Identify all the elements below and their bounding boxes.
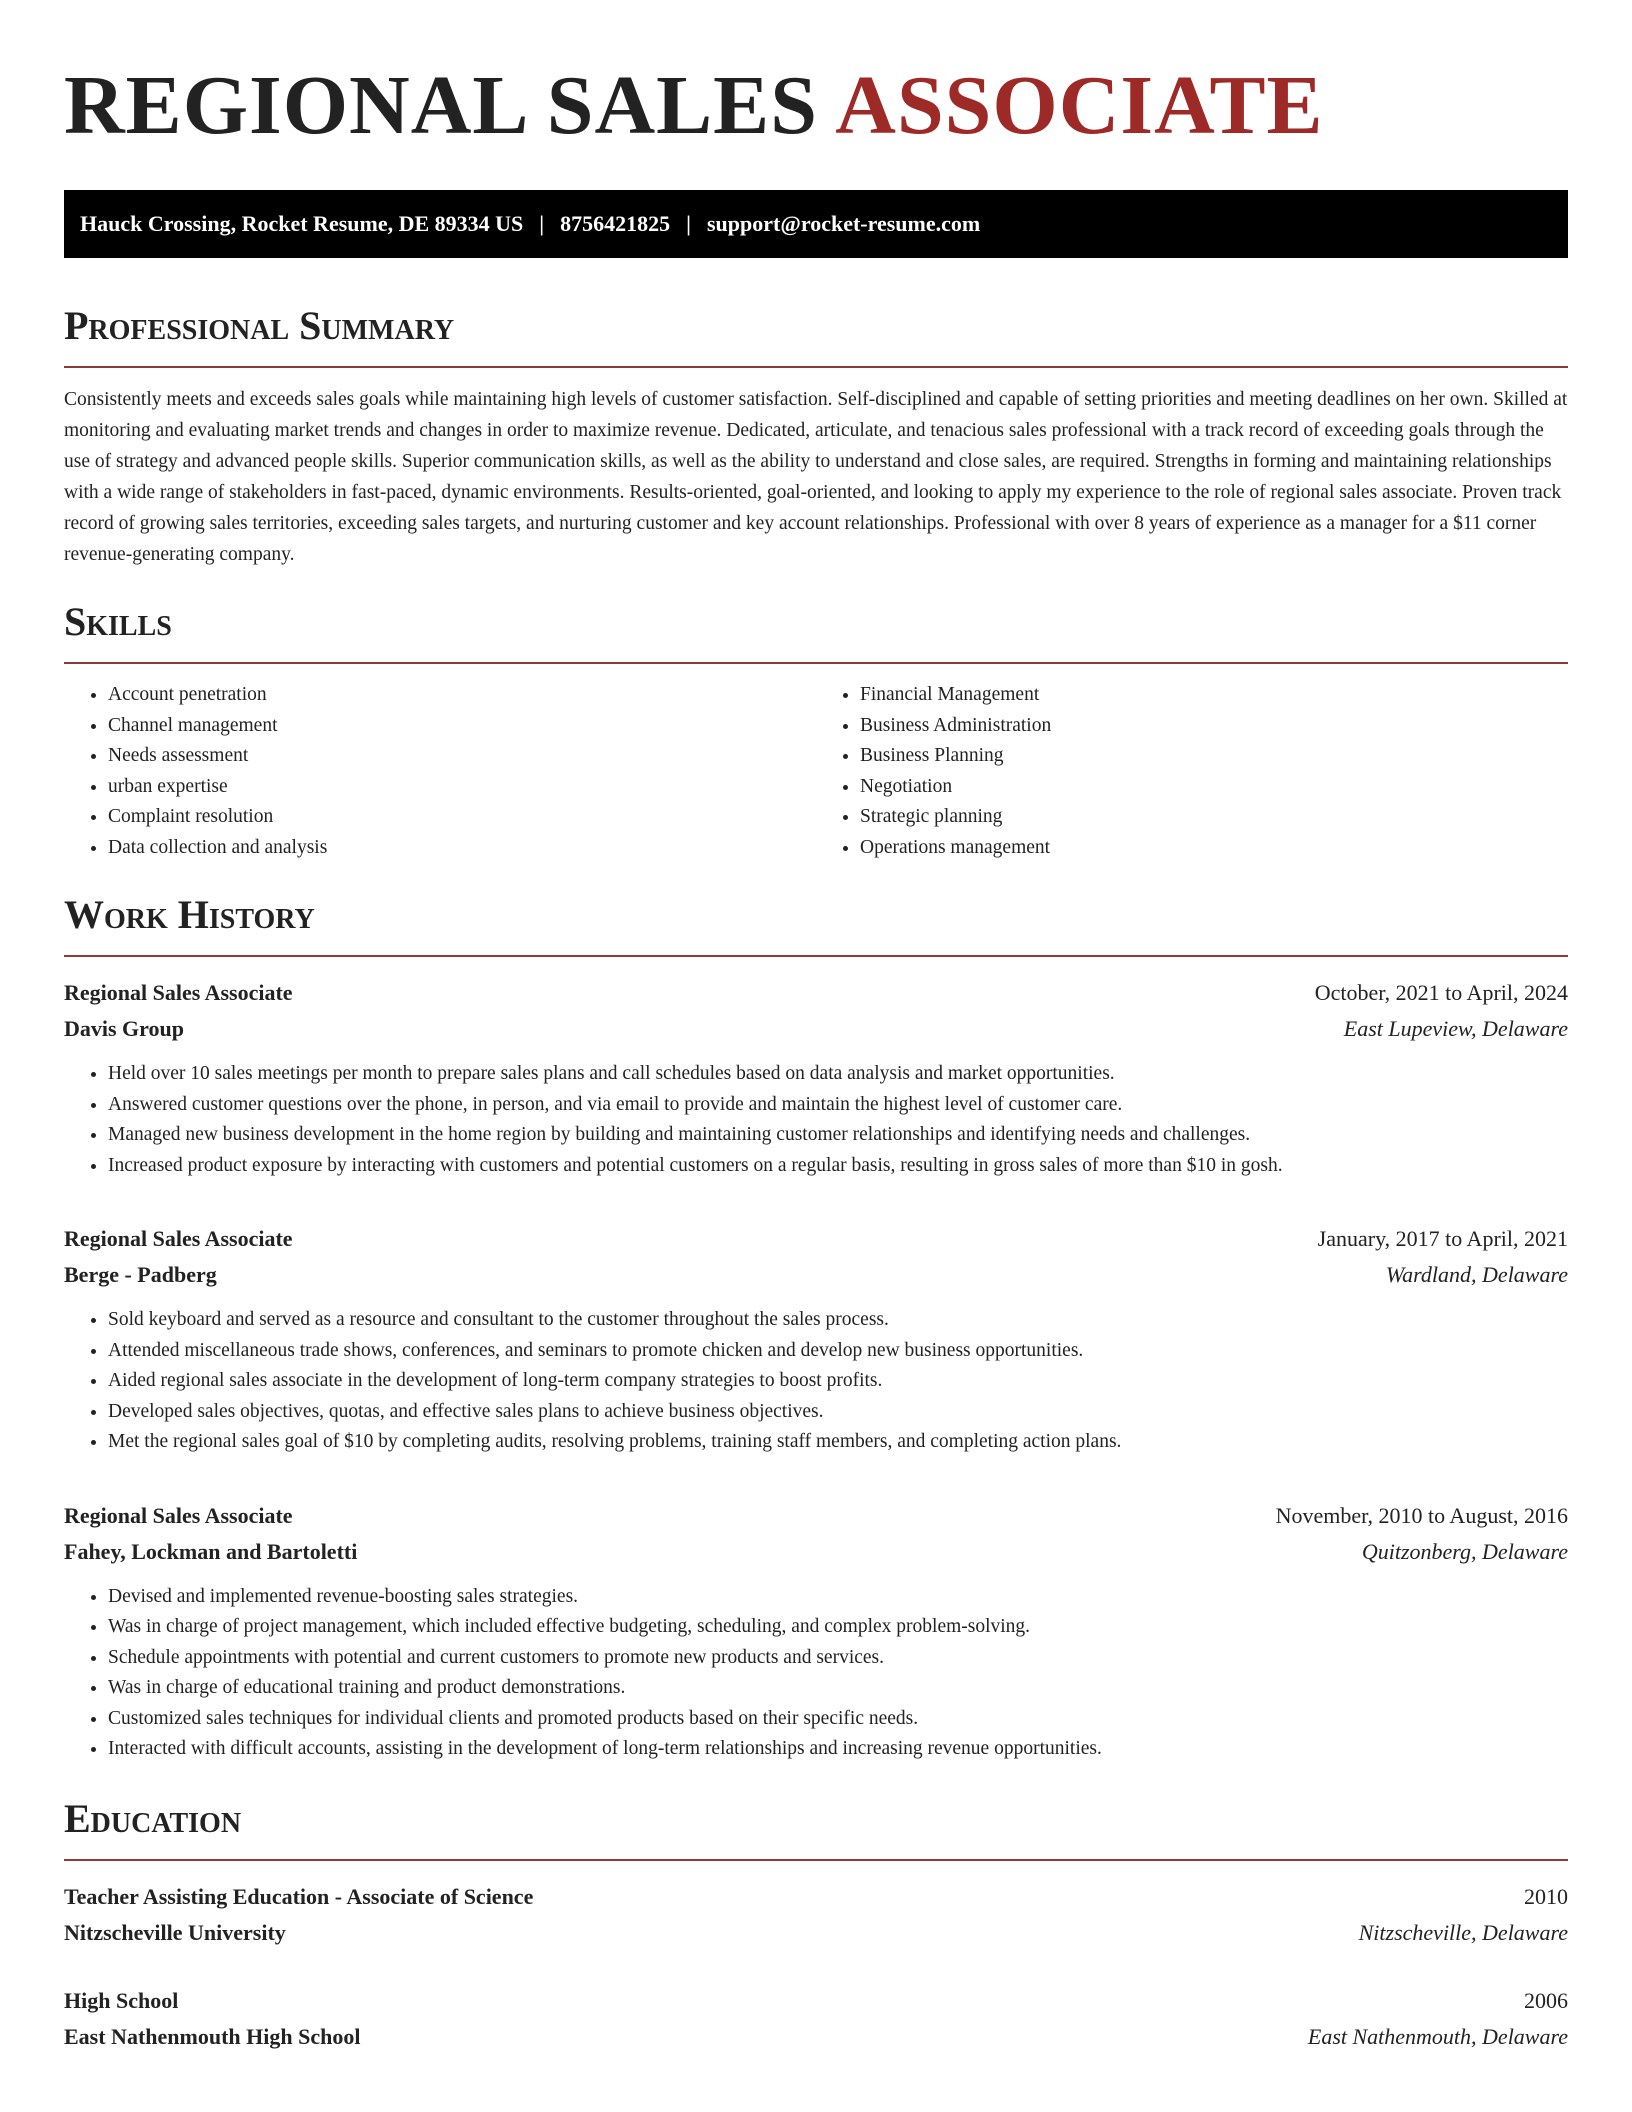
section-title-education: Education	[64, 1795, 242, 1841]
skill-item: • Negotiation	[860, 772, 1568, 803]
job-entry	[64, 1221, 1568, 1458]
skill-item: • Channel management	[108, 711, 816, 742]
job-entry	[64, 1498, 1568, 1765]
education-entry	[64, 1879, 1568, 1951]
job-dates: November, 2010 to August, 2016	[1275, 1502, 1568, 1528]
section-divider	[64, 366, 1568, 368]
edu-school: Nitzscheville University	[64, 1919, 286, 1945]
job-bullet: • Managed new business development in the home region by building and maintaining customer relationships and identifying needs and challenges.	[108, 1120, 1568, 1151]
job-company: Davis Group	[64, 1016, 185, 1041]
job-role: Regional Sales Associate	[64, 1226, 293, 1251]
section-title-summary: Professional Summary	[64, 303, 455, 348]
edu-year: 2006	[1524, 1987, 1568, 2013]
job-bullets	[64, 1059, 1568, 1181]
skills-list	[64, 680, 1568, 863]
edu-location: Nitzscheville, Delaware	[1358, 1919, 1568, 1945]
edu-degree: Teacher Assisting Education - Associate of Science	[64, 1883, 534, 1909]
contact-bar	[64, 190, 1568, 258]
skill-item: • Financial Management	[860, 680, 1568, 711]
job-bullet: • Was in charge of educational training and product demonstrations.	[108, 1673, 1568, 1704]
title-accent: ASSOCIATE	[835, 59, 1324, 152]
edu-location: East Nathenmouth, Delaware	[1307, 2023, 1568, 2049]
skill-item: • Needs assessment	[108, 741, 816, 772]
skill-item: • Business Administration	[860, 711, 1568, 742]
job-location: Quitzonberg, Delaware	[1361, 1538, 1568, 1564]
job-bullets	[64, 1305, 1568, 1458]
section-divider	[64, 662, 1568, 664]
job-bullet: • Aided regional sales associate in the development of long-term company strategies to boost profits.	[108, 1366, 1568, 1397]
job-bullet: • Sold keyboard and served as a resource and consultant to the customer throughout the sales process.	[108, 1305, 1568, 1336]
job-dates: October, 2021 to April, 2024	[1314, 980, 1568, 1005]
section-title-work-history: Work History	[64, 892, 315, 937]
skills-column-left	[64, 680, 816, 863]
job-entry	[64, 975, 1568, 1181]
job-role: Regional Sales Associate	[64, 1502, 293, 1528]
job-bullet: • Customized sales techniques for individual clients and promoted products based on their specific needs.	[108, 1704, 1568, 1735]
contact-address: Hauck Crossing, Rocket Resume, DE 89334 US	[80, 211, 524, 236]
skill-item: • Account penetration	[108, 680, 816, 711]
skill-item: • Data collection and analysis	[108, 833, 816, 864]
section-title-skills: Skills	[64, 599, 172, 644]
edu-school: East Nathenmouth High School	[64, 2023, 361, 2049]
edu-degree: High School	[64, 1987, 179, 2013]
contact-separator: |	[539, 211, 545, 236]
job-bullet: • Attended miscellaneous trade shows, conferences, and seminars to promote chicken and develop new business opportunities.	[108, 1336, 1568, 1367]
job-dates: January, 2017 to April, 2021	[1317, 1226, 1568, 1251]
skill-item: • Complaint resolution	[108, 802, 816, 833]
job-bullet: • Developed sales objectives, quotas, and effective sales plans to achieve business objectives.	[108, 1397, 1568, 1428]
job-company: Fahey, Lockman and Bartoletti	[64, 1538, 358, 1564]
job-bullet: • Devised and implemented revenue-boosting sales strategies.	[108, 1582, 1568, 1613]
job-bullet: • Increased product exposure by interacting with customers and potential customers on a regular basis, resulting in gross sales of more than $10 in gosh.	[108, 1151, 1568, 1182]
job-bullet: • Was in charge of project management, which included effective budgeting, scheduling, and complex problem-solving.	[108, 1612, 1568, 1643]
job-location: East Lupeview, Delaware	[1343, 1016, 1568, 1041]
title-main: REGIONAL SALES	[64, 59, 818, 152]
skill-item: • Operations management	[860, 833, 1568, 864]
job-location: Wardland, Delaware	[1385, 1262, 1568, 1287]
skill-item: • urban expertise	[108, 772, 816, 803]
job-bullets	[64, 1582, 1568, 1765]
summary-text: Consistently meets and exceeds sales goals while maintaining high levels of customer satisfaction. Self-disciplined and capable of setting priorities and meeting deadlines on her own. Skilled at monitoring and evaluating market trends and changes in order to maximize revenue. Dedicated, articulate, and tenacious sales professional with a track record of exceeding goals through the use of strategy and advanced people skills. Superior communication skills, as well as the ability to understand and close sales, are required. Strengths in forming and maintaining relationships with a wide range of stakeholders in fast-paced, dynamic environments. Results-oriented, goal-oriented, and looking to apply my experience to the role of regional sales associate. Proven track record of growing sales territories, exceeding sales targets, and nurturing customer and key account relationships. Professional with over 8 years of experience as a manager for a $11 corner revenue-generating company.	[64, 389, 1568, 565]
skills-column-right	[816, 680, 1568, 863]
job-role: Regional Sales Associate	[64, 980, 293, 1005]
skill-item: • Strategic planning	[860, 802, 1568, 833]
job-bullet: • Met the regional sales goal of $10 by completing audits, resolving problems, training staff members, and completing action plans.	[108, 1427, 1568, 1458]
section-divider	[64, 1859, 1568, 1861]
section-divider	[64, 955, 1568, 957]
education-entry	[64, 1983, 1568, 2055]
edu-year: 2010	[1524, 1883, 1568, 1909]
job-company: Berge - Padberg	[64, 1262, 217, 1287]
resume-title	[64, 0, 1568, 154]
contact-email[interactable]: support@rocket-resume.com	[707, 211, 981, 236]
job-bullet: • Schedule appointments with potential and current customers to promote new products and services.	[108, 1643, 1568, 1674]
job-bullet: • Answered customer questions over the phone, in person, and via email to provide and maintain the highest level of customer care.	[108, 1090, 1568, 1121]
contact-separator: |	[686, 211, 691, 236]
job-bullet: • Held over 10 sales meetings per month to prepare sales plans and call schedules based on data analysis and market opportunities.	[108, 1059, 1568, 1090]
skill-item: • Business Planning	[860, 741, 1568, 772]
contact-phone[interactable]: 8756421825	[560, 211, 671, 236]
job-bullet: • Interacted with difficult accounts, assisting in the development of long-term relationships and increasing revenue opportunities.	[108, 1734, 1568, 1765]
